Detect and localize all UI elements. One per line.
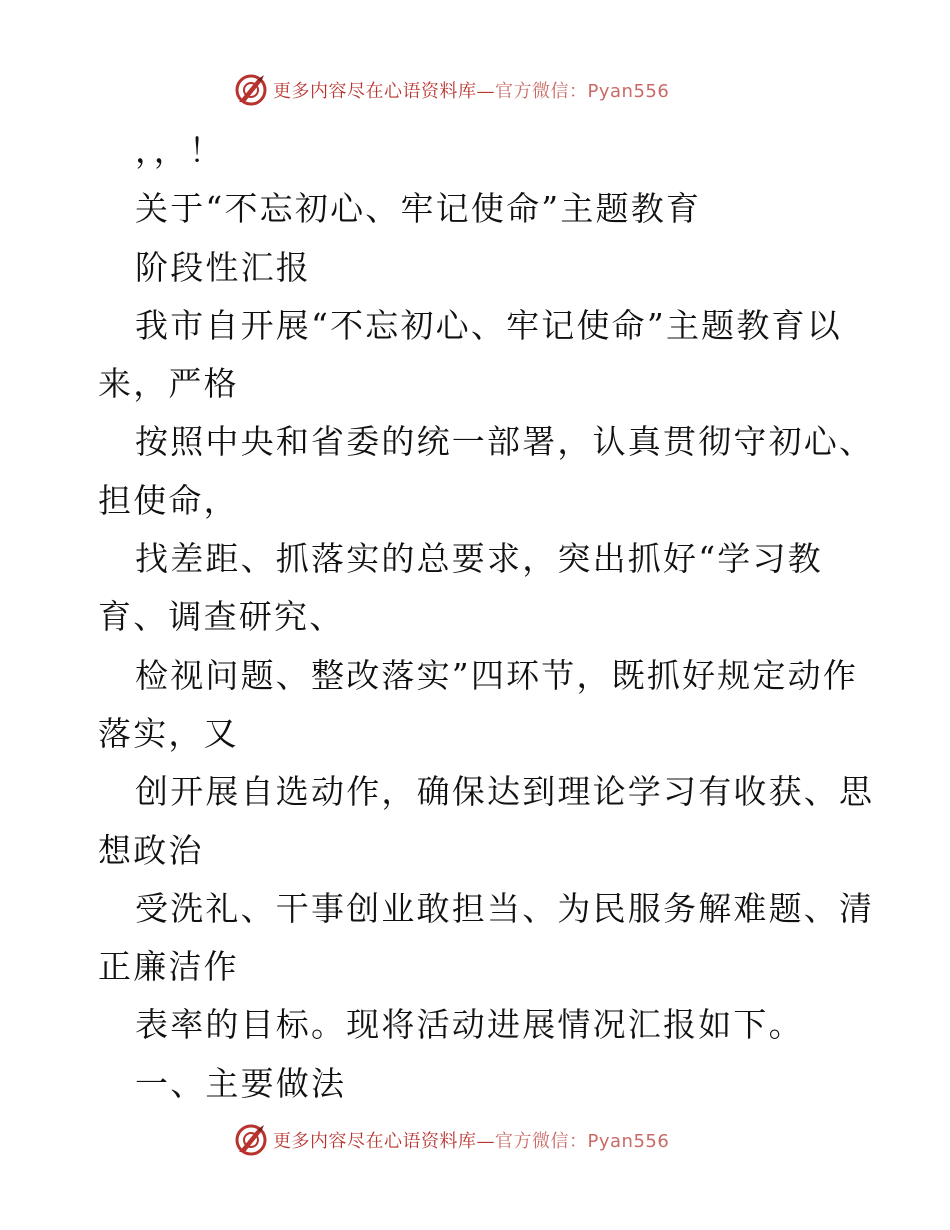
watermark-text: 更多内容尽在心语资料库—官方微信：Pyan556 [273,81,670,102]
watermark-text: 更多内容尽在心语资料库—官方微信：Pyan556 [273,1131,670,1152]
section-heading: 一、主要做法 [135,1063,347,1103]
text-line: 想政治 [98,830,204,870]
text-line: 受洗礼、干事创业敢担当、为民服务解难题、清 [135,888,875,928]
text-line: 育、调查研究、 [98,597,345,637]
quill-logo-icon [233,72,269,108]
header-watermark [233,70,669,110]
text-line: ，，！ [135,131,225,170]
text-line: 担使命， [98,480,239,520]
text-line: 找差距、抓落实的总要求，突出抓好“学习教 [135,539,823,579]
document-subtitle: 阶段性汇报 [135,247,311,287]
document-title: 关于“不忘初心、牢记使命”主题教育 [135,189,702,229]
text-line: 检视问题、整改落实”四环节，既抓好规定动作 [135,655,859,695]
footer-watermark [233,1120,669,1160]
text-line: 创开展自选动作，确保达到理论学习有收获、思 [135,772,875,812]
text-line: 来，严格 [98,364,239,404]
text-line: 按照中央和省委的统一部署，认真贯彻守初心、 [135,422,875,462]
text-line: 我市自开展“不忘初心、牢记使命”主题教育以 [135,305,842,345]
text-line: 表率的目标。现将活动进展情况汇报如下。 [135,1005,804,1045]
text-line: 正廉洁作 [98,947,239,987]
quill-logo-icon [233,1122,269,1158]
text-line: 落实，又 [98,713,239,753]
document-body [98,122,875,1113]
